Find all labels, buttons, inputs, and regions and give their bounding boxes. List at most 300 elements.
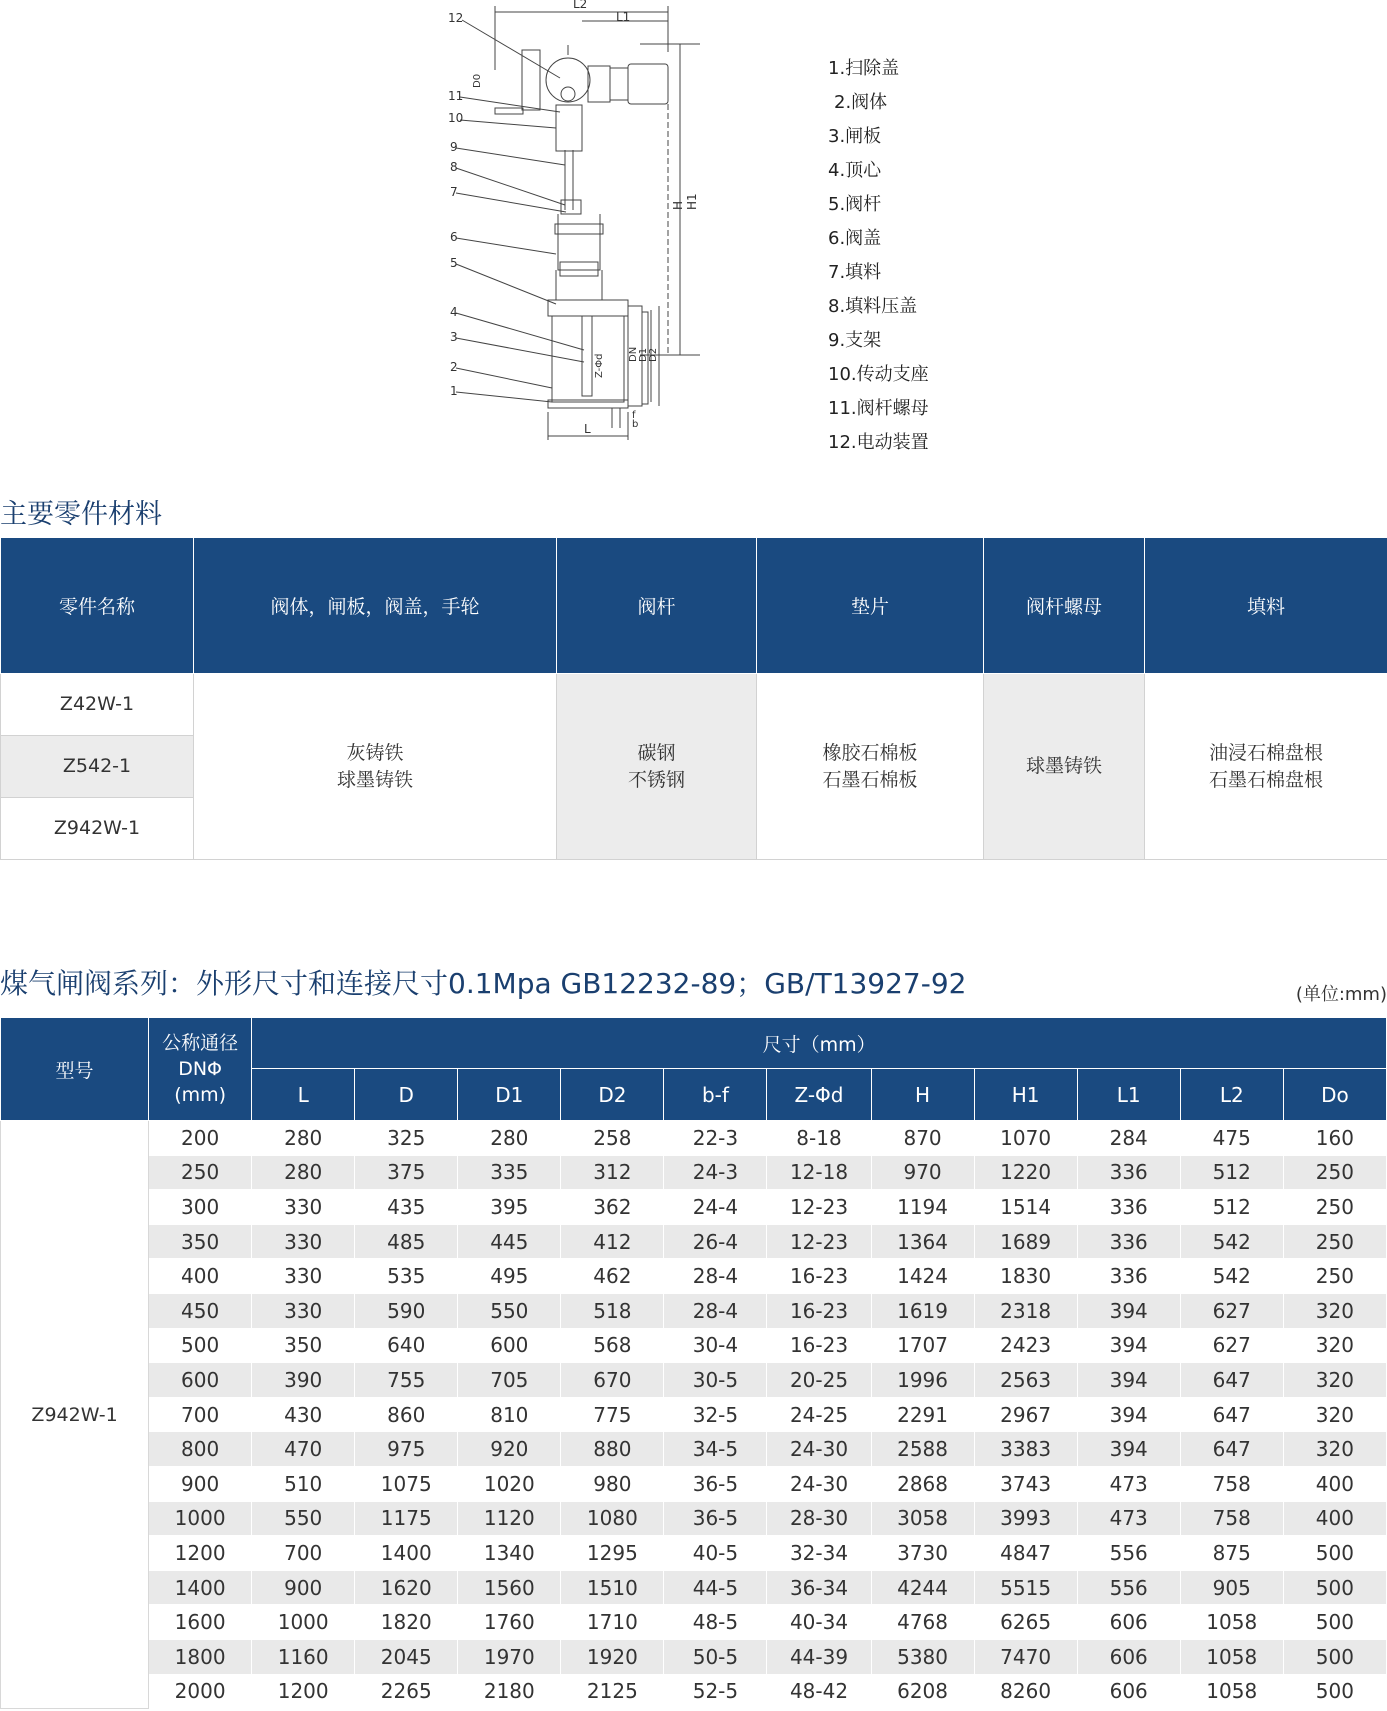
table-row — [1, 1570, 1387, 1605]
dimension-cell: 600 — [458, 1328, 561, 1363]
unit-label: (单位:mm) — [1295, 984, 1387, 1005]
dimension-cell: 1820 — [355, 1605, 458, 1640]
dimension-cell: 512 — [1180, 1155, 1283, 1190]
dimension-cell: 905 — [1180, 1570, 1283, 1605]
dimension-cell: 250 — [1283, 1155, 1386, 1190]
dimension-cell: 12-18 — [767, 1155, 871, 1190]
dimension-cell: 52-5 — [664, 1674, 767, 1709]
dimension-cell: 495 — [458, 1259, 561, 1294]
dimension-cell: 670 — [561, 1363, 664, 1398]
dimension-cell: 280 — [458, 1121, 561, 1156]
material-line: 石墨石棉板 — [822, 768, 918, 791]
dimension-cell: 485 — [355, 1224, 458, 1259]
dim-label-l1: L1 — [616, 10, 631, 24]
dimension-cell: 400 — [1283, 1466, 1386, 1501]
dimension-cell: 2265 — [355, 1674, 458, 1709]
dimension-cell: 335 — [458, 1155, 561, 1190]
dimension-cell: 1194 — [871, 1190, 974, 1225]
material-line: 球墨铸铁 — [336, 768, 413, 791]
dimension-cell: 1510 — [561, 1570, 664, 1605]
dimension-cell: 160 — [1283, 1121, 1386, 1156]
dimension-cell: 1970 — [458, 1639, 561, 1674]
dimension-cell: 2423 — [974, 1328, 1077, 1363]
model-cell: Z42W-1 — [1, 674, 194, 736]
gasket-material-cell — [757, 674, 984, 860]
dimension-cell: 500 — [1283, 1536, 1386, 1571]
col-header: L1 — [1077, 1069, 1180, 1121]
part-item: 3.闸板 — [828, 126, 882, 147]
dimension-cell: 606 — [1077, 1639, 1180, 1674]
dimension-cell: 336 — [1077, 1155, 1180, 1190]
dimension-cell: 4847 — [974, 1536, 1077, 1571]
header-dn-line: DNΦ — [178, 1058, 223, 1080]
col-header: L2 — [1180, 1069, 1283, 1121]
dimension-cell: 16-23 — [767, 1328, 871, 1363]
dimension-cell: 24-3 — [664, 1155, 767, 1190]
parts-legend — [828, 52, 929, 460]
dimension-cell: 312 — [561, 1155, 664, 1190]
header-dn-line: 公称通径 — [162, 1032, 239, 1054]
header-packing: 填料 — [1145, 538, 1387, 674]
callout-6: 6 — [450, 230, 458, 244]
dimension-cell: 875 — [1180, 1536, 1283, 1571]
dimension-cell: 810 — [458, 1397, 561, 1432]
dimension-cell: 512 — [1180, 1190, 1283, 1225]
dimension-cell: 412 — [561, 1224, 664, 1259]
header-size: 尺寸（mm） — [252, 1018, 1387, 1069]
dimension-cell: 320 — [1283, 1363, 1386, 1398]
dimension-cell: 20-25 — [767, 1363, 871, 1398]
dimension-cell: 250 — [1283, 1224, 1386, 1259]
part-item: 2.阀体 — [834, 92, 888, 113]
dim-label-d0: D0 — [472, 73, 483, 88]
dimension-cell: 870 — [871, 1121, 974, 1156]
dimension-cell: 24-30 — [767, 1432, 871, 1467]
dimension-cell: 647 — [1180, 1363, 1283, 1398]
valve-drawing — [440, 0, 740, 450]
dimension-cell: 500 — [1283, 1605, 1386, 1640]
dimension-cell: 1295 — [561, 1536, 664, 1571]
dimension-cell: 900 — [252, 1570, 355, 1605]
dimension-cell: 3993 — [974, 1501, 1077, 1536]
dn-cell: 350 — [149, 1224, 252, 1259]
material-line: 不锈钢 — [627, 768, 685, 791]
dimension-cell: 34-5 — [664, 1432, 767, 1467]
dimension-cell: 518 — [561, 1293, 664, 1328]
dimension-cell: 920 — [458, 1432, 561, 1467]
callout-3: 3 — [450, 330, 458, 344]
dimension-cell: 24-4 — [664, 1190, 767, 1225]
table-row — [1, 1674, 1387, 1709]
dimension-cell: 16-23 — [767, 1259, 871, 1294]
dimension-cell: 320 — [1283, 1328, 1386, 1363]
dimension-cell: 336 — [1077, 1190, 1180, 1225]
col-header: D1 — [458, 1069, 561, 1121]
material-line: 橡胶石棉板 — [822, 741, 918, 764]
dimension-cell: 3383 — [974, 1432, 1077, 1467]
dn-cell: 600 — [149, 1363, 252, 1398]
dimension-cell: 330 — [252, 1293, 355, 1328]
dimension-cell: 647 — [1180, 1432, 1283, 1467]
header-gasket: 垫片 — [757, 538, 984, 674]
dimension-cell: 470 — [252, 1432, 355, 1467]
dn-cell: 1200 — [149, 1536, 252, 1571]
table-row — [1, 1466, 1387, 1501]
materials-title: 主要零件材料 — [0, 499, 162, 530]
model-cell: Z542-1 — [1, 736, 194, 798]
dimension-cell: 2180 — [458, 1674, 561, 1709]
dimension-cell: 627 — [1180, 1328, 1283, 1363]
dimension-cell: 1689 — [974, 1224, 1077, 1259]
dimension-cell: 1058 — [1180, 1639, 1283, 1674]
dimension-cell: 258 — [561, 1121, 664, 1156]
part-item: 5.阀杆 — [828, 194, 882, 215]
dimension-cell: 445 — [458, 1224, 561, 1259]
dn-cell: 1400 — [149, 1570, 252, 1605]
dimension-cell: 36-5 — [664, 1501, 767, 1536]
model-cell: Z942W-1 — [1, 1121, 149, 1709]
dimension-cell: 500 — [1283, 1639, 1386, 1674]
part-item: 7.填料 — [828, 262, 882, 283]
dimension-cell: 2291 — [871, 1397, 974, 1432]
header-model: 型号 — [1, 1018, 149, 1121]
body-material-cell — [194, 674, 557, 860]
dn-cell: 1600 — [149, 1605, 252, 1640]
dimension-cell: 24-30 — [767, 1466, 871, 1501]
header-part-name: 零件名称 — [1, 538, 194, 674]
col-header: Z-Φd — [767, 1069, 871, 1121]
dimension-cell: 36-5 — [664, 1466, 767, 1501]
col-header: D2 — [561, 1069, 664, 1121]
callout-9: 9 — [450, 140, 458, 154]
dim-label-b: b — [632, 419, 639, 430]
table-row — [1, 1536, 1387, 1571]
dimension-cell: 435 — [355, 1190, 458, 1225]
dimension-cell: 542 — [1180, 1224, 1283, 1259]
dimension-cell: 2563 — [974, 1363, 1077, 1398]
dimension-cell: 700 — [252, 1536, 355, 1571]
col-header: H — [871, 1069, 974, 1121]
dimension-cell: 6208 — [871, 1674, 974, 1709]
dimension-cell: 640 — [355, 1328, 458, 1363]
dim-label-l2: L2 — [573, 0, 588, 11]
dimension-cell: 330 — [252, 1259, 355, 1294]
dimension-cell: 50-5 — [664, 1639, 767, 1674]
table-row — [1, 1432, 1387, 1467]
dimension-cell: 430 — [252, 1397, 355, 1432]
dimension-cell: 510 — [252, 1466, 355, 1501]
dimension-cell: 30-5 — [664, 1363, 767, 1398]
dn-cell: 800 — [149, 1432, 252, 1467]
dimension-cell: 2588 — [871, 1432, 974, 1467]
callout-12: 12 — [448, 11, 464, 25]
dn-cell: 400 — [149, 1259, 252, 1294]
dimension-cell: 8-18 — [767, 1121, 871, 1156]
dimension-cell: 980 — [561, 1466, 664, 1501]
dimension-cell: 8260 — [974, 1674, 1077, 1709]
dimension-cell: 24-25 — [767, 1397, 871, 1432]
callout-10: 10 — [448, 111, 464, 125]
material-line: 灰铸铁 — [346, 741, 404, 764]
part-item: 1.扫除盖 — [828, 58, 900, 79]
dim-label-z-d: Z-Φd — [594, 353, 605, 378]
table-row — [1, 1501, 1387, 1536]
dim-label-h: H — [671, 200, 685, 210]
dimension-cell: 395 — [458, 1190, 561, 1225]
dimension-cell: 3730 — [871, 1536, 974, 1571]
dimension-cell: 860 — [355, 1397, 458, 1432]
dimension-cell: 975 — [355, 1432, 458, 1467]
dimension-cell: 1058 — [1180, 1674, 1283, 1709]
material-line: 碳钢 — [637, 741, 676, 764]
dimension-cell: 556 — [1077, 1536, 1180, 1571]
stem-nut-material-cell — [984, 674, 1145, 860]
dimension-cell: 2868 — [871, 1466, 974, 1501]
part-item: 10.传动支座 — [828, 364, 929, 385]
dimension-cell: 1020 — [458, 1466, 561, 1501]
dimension-cell: 3058 — [871, 1501, 974, 1536]
table-row — [1, 1605, 1387, 1640]
dimension-cell: 6265 — [974, 1605, 1077, 1640]
dimension-cell: 12-23 — [767, 1224, 871, 1259]
dimension-cell: 336 — [1077, 1259, 1180, 1294]
dimension-cell: 28-4 — [664, 1259, 767, 1294]
dimension-cell: 7470 — [974, 1639, 1077, 1674]
table-row — [1, 1121, 1387, 1156]
col-header: H1 — [974, 1069, 1077, 1121]
dimension-cell: 330 — [252, 1190, 355, 1225]
dimension-cell: 394 — [1077, 1328, 1180, 1363]
dimension-cell: 2125 — [561, 1674, 664, 1709]
dimension-cell: 1514 — [974, 1190, 1077, 1225]
col-header: b-f — [664, 1069, 767, 1121]
dimension-cell: 375 — [355, 1155, 458, 1190]
dimension-cell: 12-23 — [767, 1190, 871, 1225]
dimension-cell: 647 — [1180, 1397, 1283, 1432]
dn-cell: 250 — [149, 1155, 252, 1190]
dimension-cell: 48-5 — [664, 1605, 767, 1640]
dimension-cell: 556 — [1077, 1570, 1180, 1605]
dimension-cell: 28-4 — [664, 1293, 767, 1328]
table-row — [1, 1259, 1387, 1294]
header-body: 阀体，闸板，阀盖，手轮 — [194, 538, 557, 674]
dimension-cell: 32-34 — [767, 1536, 871, 1571]
material-line: 球墨铸铁 — [1025, 755, 1102, 777]
dimension-cell: 1620 — [355, 1570, 458, 1605]
callout-1: 1 — [450, 384, 458, 398]
dimension-cell: 30-4 — [664, 1328, 767, 1363]
dim-label-h1: H1 — [685, 193, 699, 210]
part-item: 4.顶心 — [828, 160, 882, 181]
dimension-cell: 48-42 — [767, 1674, 871, 1709]
dimension-cell: 26-4 — [664, 1224, 767, 1259]
dimension-cell: 1220 — [974, 1155, 1077, 1190]
table-row — [1, 1155, 1387, 1190]
packing-material-cell — [1145, 674, 1387, 860]
dimension-cell: 568 — [561, 1328, 664, 1363]
dimension-cell: 4768 — [871, 1605, 974, 1640]
dn-cell: 2000 — [149, 1674, 252, 1709]
dimension-cell: 880 — [561, 1432, 664, 1467]
dn-cell: 700 — [149, 1397, 252, 1432]
dimension-cell: 705 — [458, 1363, 561, 1398]
dimension-cell: 627 — [1180, 1293, 1283, 1328]
dimension-cell: 40-34 — [767, 1605, 871, 1640]
header-dn — [149, 1018, 252, 1121]
dimension-cell: 1920 — [561, 1639, 664, 1674]
dimension-cell: 44-5 — [664, 1570, 767, 1605]
dimension-cell: 280 — [252, 1155, 355, 1190]
dimension-cell: 1364 — [871, 1224, 974, 1259]
dn-cell: 900 — [149, 1466, 252, 1501]
table-row — [1, 1190, 1387, 1225]
dimension-cell: 550 — [252, 1501, 355, 1536]
dimension-cell: 606 — [1077, 1605, 1180, 1640]
dimension-cell: 394 — [1077, 1363, 1180, 1398]
dimension-cell: 320 — [1283, 1397, 1386, 1432]
dimension-cell: 2045 — [355, 1639, 458, 1674]
dimension-cell: 758 — [1180, 1501, 1283, 1536]
dimension-cell: 336 — [1077, 1224, 1180, 1259]
table-row — [1, 1328, 1387, 1363]
dimension-cell: 325 — [355, 1121, 458, 1156]
col-header: D — [355, 1069, 458, 1121]
dimension-cell: 1424 — [871, 1259, 974, 1294]
dimension-cell: 542 — [1180, 1259, 1283, 1294]
model-cell: Z942W-1 — [1, 798, 194, 860]
table-row — [1, 1224, 1387, 1259]
dimension-cell: 1830 — [974, 1259, 1077, 1294]
dimension-cell: 1120 — [458, 1501, 561, 1536]
dimension-cell: 250 — [1283, 1259, 1386, 1294]
part-item: 12.电动装置 — [828, 432, 929, 453]
materials-table — [0, 537, 1387, 860]
dimension-cell: 1175 — [355, 1501, 458, 1536]
dimension-cell: 1400 — [355, 1536, 458, 1571]
col-header: Do — [1283, 1069, 1386, 1121]
callout-2: 2 — [450, 360, 458, 374]
dimension-cell: 400 — [1283, 1501, 1386, 1536]
dimension-cell: 2318 — [974, 1293, 1077, 1328]
dimension-cell: 1560 — [458, 1570, 561, 1605]
dimension-cell: 250 — [1283, 1190, 1386, 1225]
part-item: 6.阀盖 — [828, 228, 882, 249]
dimension-cell: 36-34 — [767, 1570, 871, 1605]
dimensions-title: 煤气闸阀系列：外形尺寸和连接尺寸0.1Mpa GB12232-89；GB/T13927-92 — [0, 967, 967, 1000]
dimension-cell: 394 — [1077, 1432, 1180, 1467]
material-line: 石墨石棉盘根 — [1208, 768, 1323, 791]
dimension-cell: 1760 — [458, 1605, 561, 1640]
dimension-cell: 462 — [561, 1259, 664, 1294]
callout-5: 5 — [450, 256, 458, 270]
dn-cell: 500 — [149, 1328, 252, 1363]
part-item: 11.阀杆螺母 — [828, 398, 929, 419]
dimension-cell: 4244 — [871, 1570, 974, 1605]
dimension-cell: 1058 — [1180, 1605, 1283, 1640]
dim-label-dn: DN — [628, 346, 639, 362]
callout-11: 11 — [448, 89, 464, 103]
dimension-cell: 5380 — [871, 1639, 974, 1674]
dimension-cell: 16-23 — [767, 1293, 871, 1328]
dimension-cell: 473 — [1077, 1466, 1180, 1501]
dimensions-body — [1, 1121, 1387, 1709]
dimension-cell: 22-3 — [664, 1121, 767, 1156]
dim-label-l: L — [584, 422, 591, 436]
dimension-cell: 1200 — [252, 1674, 355, 1709]
dimension-cell: 350 — [252, 1328, 355, 1363]
header-stem-nut: 阀杆螺母 — [984, 538, 1145, 674]
dim-label-f: f — [632, 410, 636, 421]
dimension-cell: 535 — [355, 1259, 458, 1294]
dimension-cell: 755 — [355, 1363, 458, 1398]
dn-cell: 1800 — [149, 1639, 252, 1674]
dimension-cell: 1996 — [871, 1363, 974, 1398]
dimension-cell: 758 — [1180, 1466, 1283, 1501]
dimension-cell: 550 — [458, 1293, 561, 1328]
dimension-cell: 606 — [1077, 1674, 1180, 1709]
dim-label-d2: D2 — [648, 347, 659, 362]
dimension-cell: 320 — [1283, 1432, 1386, 1467]
dimension-cell: 32-5 — [664, 1397, 767, 1432]
dimension-cell: 320 — [1283, 1293, 1386, 1328]
dimension-cell: 284 — [1077, 1121, 1180, 1156]
table-row — [1, 1293, 1387, 1328]
table-row — [1, 1397, 1387, 1432]
dimension-cell: 40-5 — [664, 1536, 767, 1571]
dimension-cell: 3743 — [974, 1466, 1077, 1501]
dimension-cell: 394 — [1077, 1293, 1180, 1328]
col-header: L — [252, 1069, 355, 1121]
dimension-cell: 44-39 — [767, 1639, 871, 1674]
dimension-cell: 500 — [1283, 1674, 1386, 1709]
dimension-cell: 1000 — [252, 1605, 355, 1640]
dn-cell: 200 — [149, 1121, 252, 1156]
part-item: 9.支架 — [828, 330, 882, 351]
header-dn-line: (mm) — [174, 1084, 227, 1106]
dimension-cell: 28-30 — [767, 1501, 871, 1536]
dimension-cell: 394 — [1077, 1397, 1180, 1432]
dimension-cell: 5515 — [974, 1570, 1077, 1605]
callout-8: 8 — [450, 160, 458, 174]
dim-label-d1: D1 — [638, 347, 649, 362]
callout-4: 4 — [450, 305, 458, 319]
part-item: 8.填料压盖 — [828, 296, 918, 317]
dimension-cell: 1070 — [974, 1121, 1077, 1156]
material-line: 油浸石棉盘根 — [1208, 741, 1323, 764]
dimensions-table — [0, 1017, 1387, 1709]
dimension-cell: 500 — [1283, 1570, 1386, 1605]
dimension-cell: 970 — [871, 1155, 974, 1190]
dimension-cell: 362 — [561, 1190, 664, 1225]
dimension-cell: 1080 — [561, 1501, 664, 1536]
dimension-cell: 775 — [561, 1397, 664, 1432]
table-row — [1, 1363, 1387, 1398]
callout-7: 7 — [450, 185, 458, 199]
dimension-cell: 330 — [252, 1224, 355, 1259]
dimension-cell: 1160 — [252, 1639, 355, 1674]
dimension-cell: 1707 — [871, 1328, 974, 1363]
dimension-cell: 1619 — [871, 1293, 974, 1328]
dn-cell: 450 — [149, 1293, 252, 1328]
dn-cell: 1000 — [149, 1501, 252, 1536]
dimension-cell: 590 — [355, 1293, 458, 1328]
table-row — [1, 1639, 1387, 1674]
dn-cell: 300 — [149, 1190, 252, 1225]
dimension-cell: 1075 — [355, 1466, 458, 1501]
stem-material-cell — [557, 674, 757, 860]
dimension-cell: 280 — [252, 1121, 355, 1156]
dimension-cell: 473 — [1077, 1501, 1180, 1536]
